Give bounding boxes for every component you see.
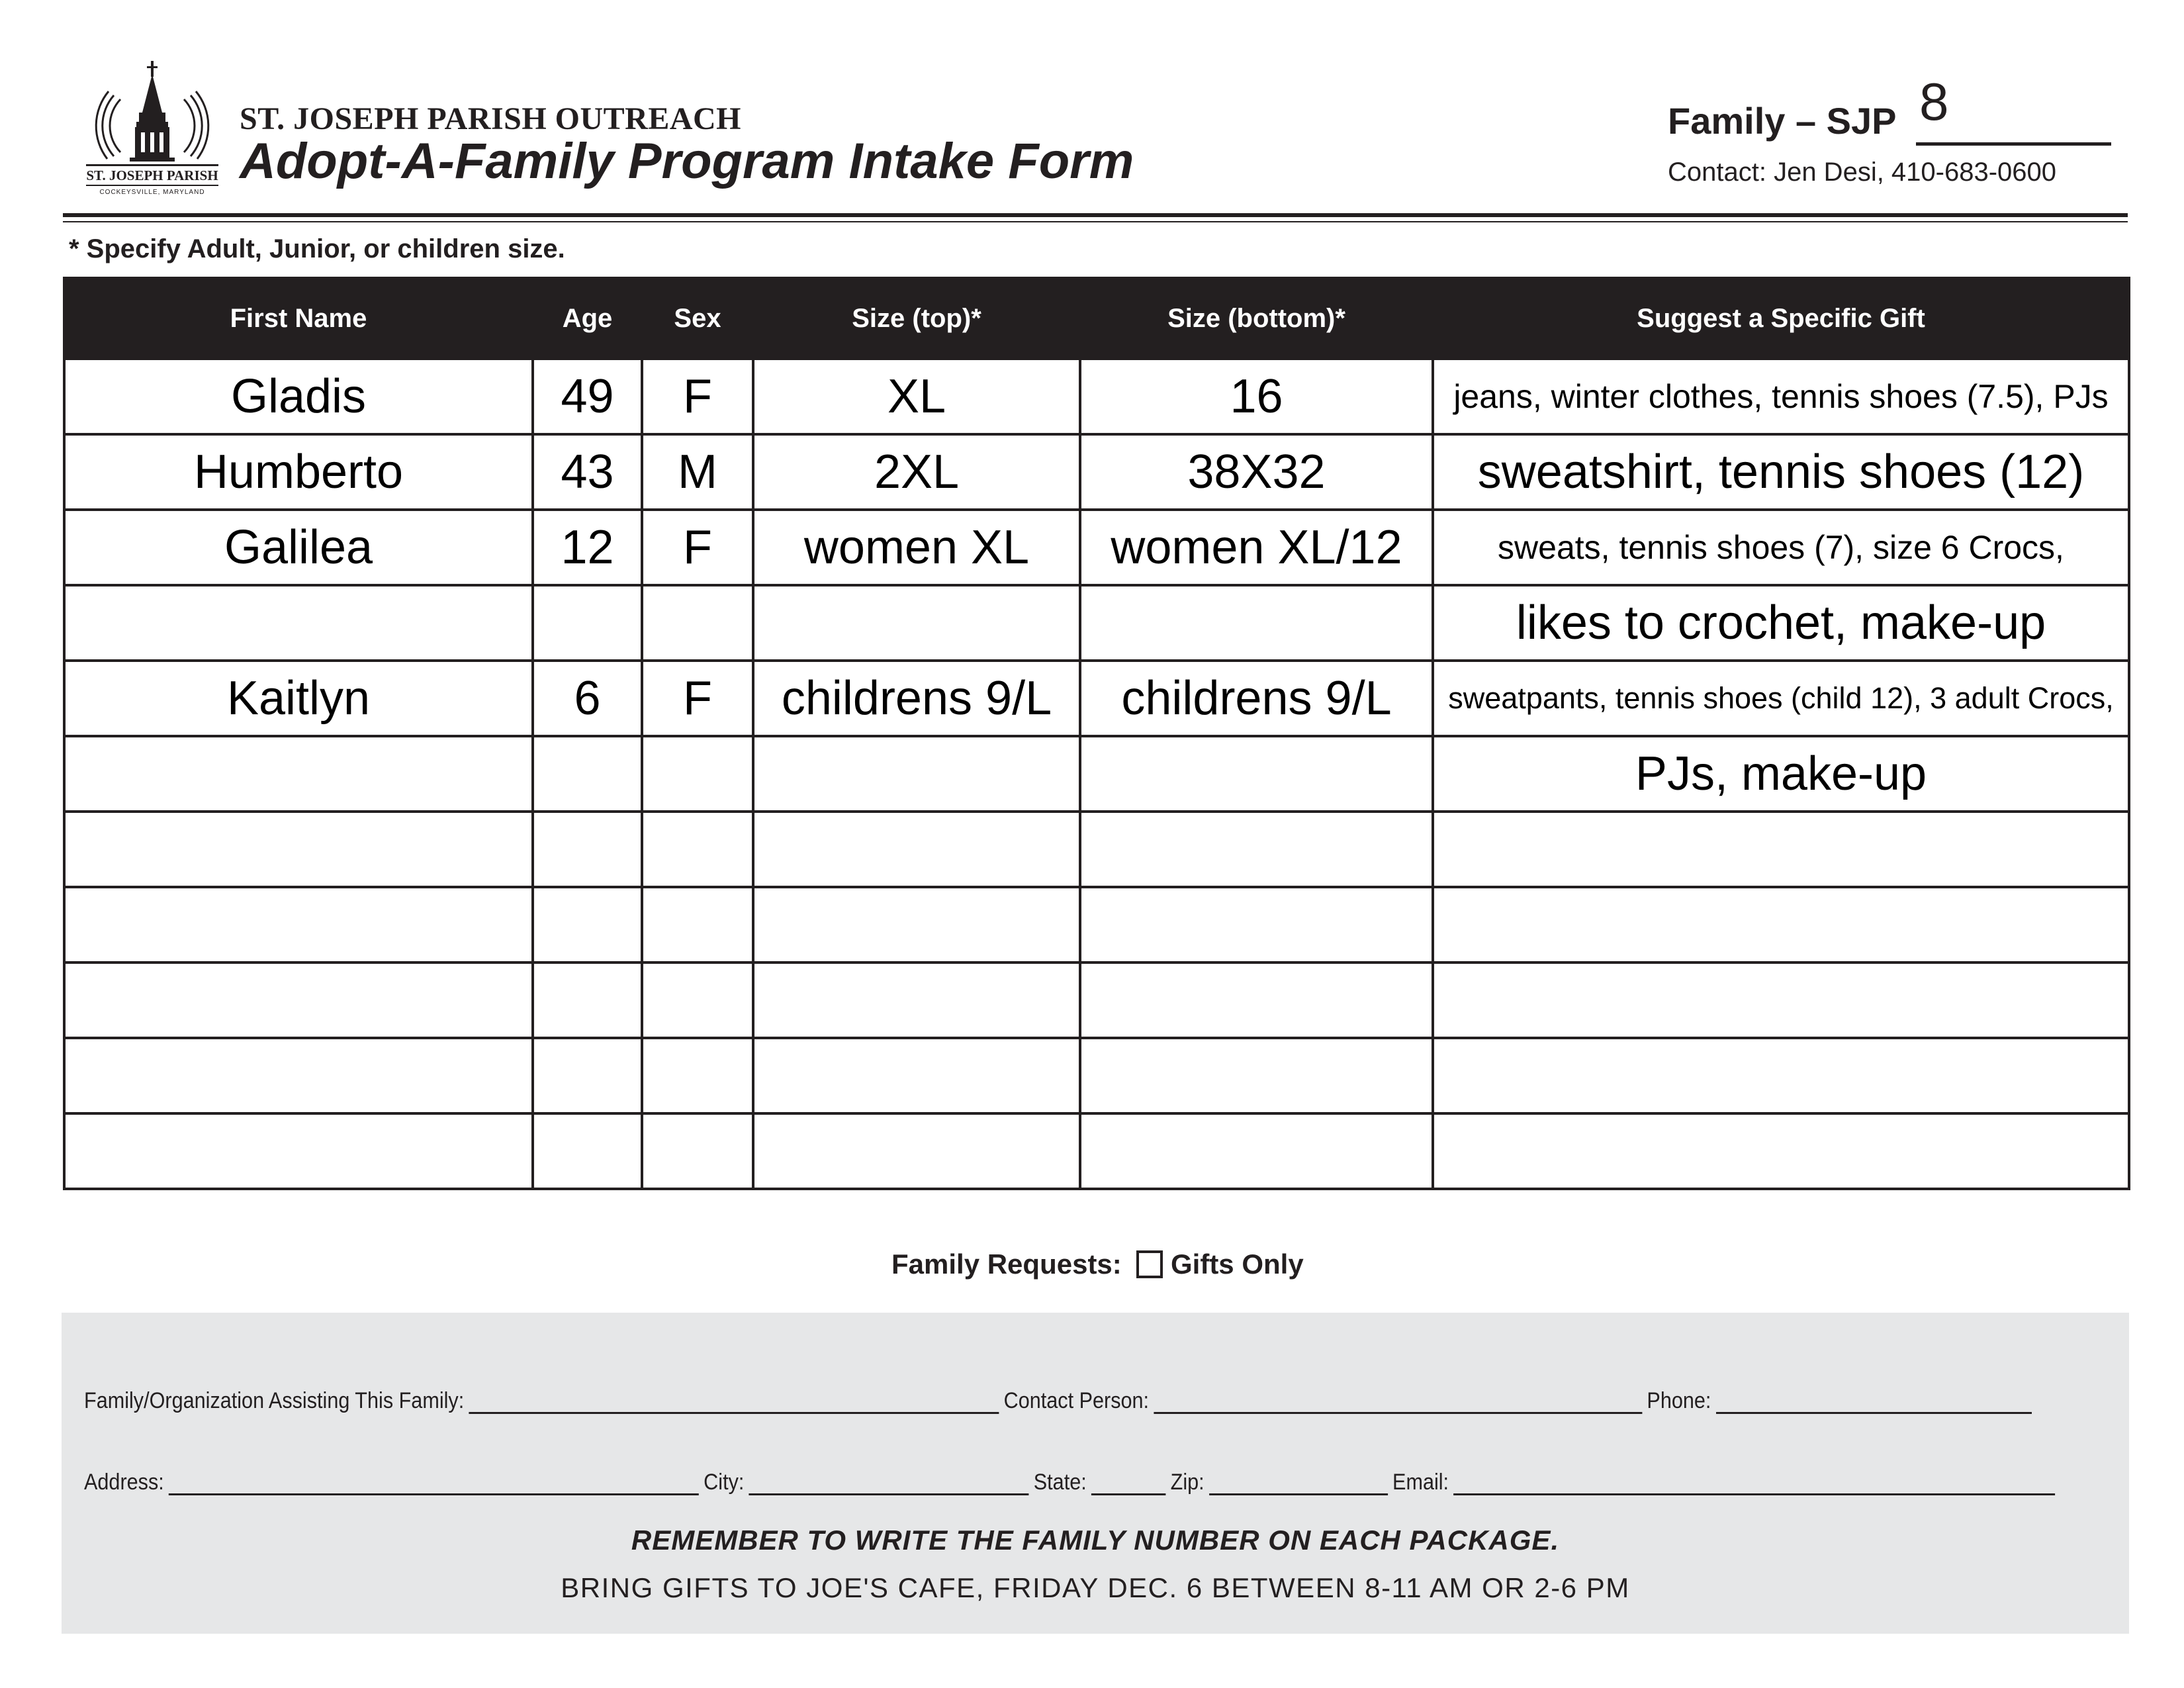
cell-size-top[interactable]: 2XL	[753, 434, 1080, 510]
cell-gift[interactable]: jeans, winter clothes, tennis shoes (7.5), PJs	[1433, 359, 2129, 434]
cell-size-top[interactable]	[753, 585, 1080, 661]
cell-age[interactable]	[533, 812, 642, 887]
phone-field[interactable]	[1716, 1389, 2032, 1414]
cell-age[interactable]: 6	[533, 661, 642, 736]
contact-info: Contact: Jen Desi, 410-683-0600	[1668, 158, 2057, 187]
header-size-bottom: Size (bottom)*	[1080, 278, 1433, 359]
bring-gifts-text: BRING GIFTS TO JOE'S CAFE, FRIDAY DEC. 6 BETWEEN 8-11 AM OR 2-6 PM	[561, 1572, 1630, 1603]
state-label: State:	[1033, 1470, 1087, 1495]
header-size-top: Size (top)*	[753, 278, 1080, 359]
cell-age[interactable]	[533, 962, 642, 1038]
cell-first-name[interactable]	[64, 1113, 533, 1189]
city-label: City:	[704, 1470, 745, 1495]
address-label: Address:	[84, 1470, 164, 1495]
cell-sex[interactable]	[642, 585, 753, 661]
cell-size-bottom[interactable]	[1080, 585, 1433, 661]
contact-person-label: Contact Person:	[1003, 1388, 1150, 1413]
table-row	[64, 359, 2129, 434]
table-row	[64, 1113, 2129, 1189]
family-number-field[interactable]	[1916, 142, 2111, 146]
header-sex: Sex	[642, 278, 753, 359]
cell-gift[interactable]: likes to crochet, make-up	[1433, 585, 2129, 661]
cell-size-bottom[interactable]: childrens 9/L	[1080, 661, 1433, 736]
cell-gift[interactable]: sweatshirt, tennis shoes (12)	[1433, 434, 2129, 510]
zip-field[interactable]	[1209, 1471, 1388, 1495]
table-row	[64, 1038, 2129, 1113]
cell-size-bottom[interactable]	[1080, 736, 1433, 812]
header-divider-thin	[63, 221, 2128, 222]
cell-first-name[interactable]	[64, 585, 533, 661]
table-row	[64, 510, 2129, 585]
cell-sex[interactable]	[642, 1113, 753, 1189]
cell-first-name[interactable]: Galilea	[64, 510, 533, 585]
family-org-field[interactable]	[469, 1389, 999, 1414]
contact-person-field[interactable]	[1154, 1389, 1642, 1414]
table-row	[64, 962, 2129, 1038]
cell-age[interactable]: 12	[533, 510, 642, 585]
email-field[interactable]	[1453, 1471, 2055, 1495]
cell-size-top[interactable]: XL	[753, 359, 1080, 434]
table-row	[64, 736, 2129, 812]
cell-age[interactable]: 43	[533, 434, 642, 510]
header-first-name: First Name	[64, 278, 533, 359]
parish-logo	[79, 60, 225, 199]
intake-table	[63, 277, 2130, 1190]
cell-age[interactable]	[533, 887, 642, 962]
cell-sex[interactable]: F	[642, 510, 753, 585]
header-divider	[63, 213, 2128, 217]
table-row	[64, 585, 2129, 661]
cell-first-name[interactable]: Kaitlyn	[64, 661, 533, 736]
cell-size-bottom[interactable]: 16	[1080, 359, 1433, 434]
cell-size-bottom[interactable]	[1080, 1113, 1433, 1189]
phone-label: Phone:	[1647, 1388, 1711, 1413]
cell-size-top[interactable]: women XL	[753, 510, 1080, 585]
cell-age[interactable]	[533, 736, 642, 812]
cell-gift[interactable]	[1433, 1038, 2129, 1113]
cell-size-top[interactable]	[753, 962, 1080, 1038]
cell-first-name[interactable]	[64, 812, 533, 887]
cell-gift[interactable]	[1433, 887, 2129, 962]
org-name: ST. JOSEPH PARISH OUTREACH	[240, 101, 742, 136]
header-age: Age	[533, 278, 642, 359]
table-row	[64, 887, 2129, 962]
cell-size-bottom[interactable]	[1080, 1038, 1433, 1113]
cell-first-name[interactable]	[64, 1038, 533, 1113]
size-note: * Specify Adult, Junior, or children size.	[69, 234, 565, 263]
family-requests-label: Family Requests:	[891, 1248, 1122, 1280]
state-field[interactable]	[1091, 1471, 1166, 1495]
cell-size-top[interactable]	[753, 736, 1080, 812]
cell-size-bottom[interactable]	[1080, 887, 1433, 962]
assisting-row-2	[84, 1470, 2060, 1495]
cell-sex[interactable]	[642, 812, 753, 887]
cell-first-name[interactable]: Humberto	[64, 434, 533, 510]
form-title: Adopt-A-Family Program Intake Form	[240, 133, 1134, 189]
cell-gift[interactable]	[1433, 1113, 2129, 1189]
cell-first-name[interactable]	[64, 736, 533, 812]
cell-size-bottom[interactable]: 38X32	[1080, 434, 1433, 510]
cell-gift[interactable]	[1433, 812, 2129, 887]
logo-text: ST. JOSEPH PARISH	[86, 167, 218, 183]
assisting-family-panel	[62, 1313, 2129, 1634]
cell-sex[interactable]	[642, 736, 753, 812]
address-field[interactable]	[169, 1471, 699, 1495]
logo-subtext: COCKEYSVILLE, MARYLAND	[99, 189, 205, 196]
family-org-label: Family/Organization Assisting This Family:	[84, 1388, 465, 1413]
cell-age[interactable]: 49	[533, 359, 642, 434]
cell-size-top[interactable]	[753, 1038, 1080, 1113]
family-number-value: 8	[1919, 72, 1949, 131]
cell-size-top[interactable]	[753, 1113, 1080, 1189]
city-field[interactable]	[749, 1471, 1029, 1495]
gifts-only-checkbox[interactable]	[1136, 1250, 1163, 1278]
gifts-only-label: Gifts Only	[1171, 1248, 1304, 1280]
cell-size-top[interactable]	[753, 887, 1080, 962]
header-suggested-gift: Suggest a Specific Gift	[1433, 278, 2129, 359]
table-header-row	[64, 278, 2129, 359]
reminder-text: REMEMBER TO WRITE THE FAMILY NUMBER ON EACH PACKAGE.	[631, 1524, 1560, 1556]
cell-size-top[interactable]: childrens 9/L	[753, 661, 1080, 736]
cell-sex[interactable]: M	[642, 434, 753, 510]
cell-age[interactable]	[533, 1038, 642, 1113]
cell-first-name[interactable]	[64, 887, 533, 962]
family-number-label: Family – SJP	[1668, 100, 1897, 142]
cell-sex[interactable]	[642, 962, 753, 1038]
cell-gift[interactable]	[1433, 962, 2129, 1038]
cell-gift[interactable]: PJs, make-up	[1433, 736, 2129, 812]
cell-sex[interactable]: F	[642, 359, 753, 434]
email-label: Email:	[1392, 1470, 1449, 1495]
cell-size-bottom[interactable]	[1080, 962, 1433, 1038]
assisting-row-1	[84, 1388, 2036, 1414]
cell-first-name[interactable]: Gladis	[64, 359, 533, 434]
zip-label: Zip:	[1170, 1470, 1205, 1495]
cell-first-name[interactable]	[64, 962, 533, 1038]
cell-size-top[interactable]	[753, 812, 1080, 887]
cell-gift[interactable]: sweatpants, tennis shoes (child 12), 3 adult Crocs,	[1433, 661, 2129, 736]
cell-sex[interactable]: F	[642, 661, 753, 736]
cell-size-bottom[interactable]: women XL/12	[1080, 510, 1433, 585]
table-row	[64, 812, 2129, 887]
cell-size-bottom[interactable]	[1080, 812, 1433, 887]
cell-gift[interactable]: sweats, tennis shoes (7), size 6 Crocs,	[1433, 510, 2129, 585]
cell-sex[interactable]	[642, 1038, 753, 1113]
table-row	[64, 434, 2129, 510]
cell-age[interactable]	[533, 1113, 642, 1189]
table-row	[64, 661, 2129, 736]
cell-age[interactable]	[533, 585, 642, 661]
cell-sex[interactable]	[642, 887, 753, 962]
